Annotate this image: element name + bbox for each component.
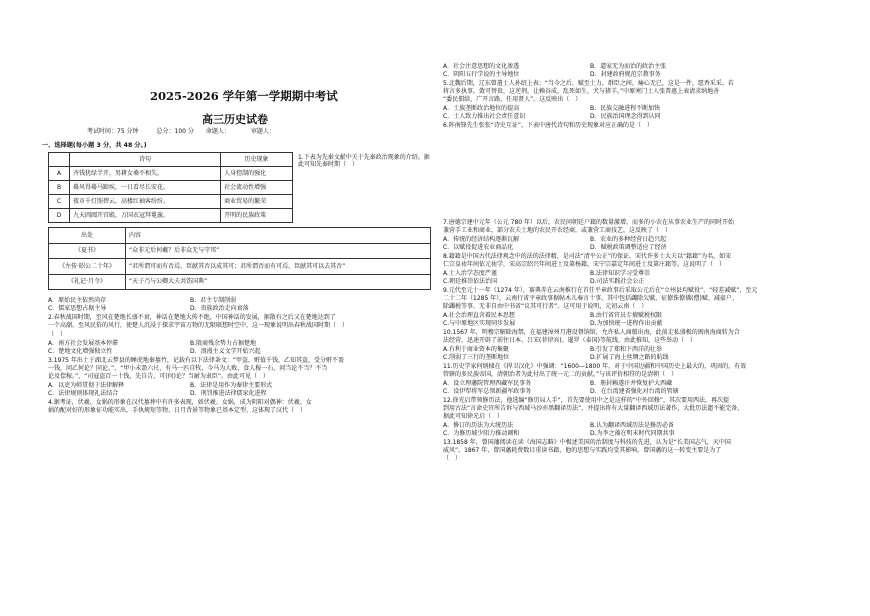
question-line: 2.春秋战国时期，至风在楚地长盛不衰，神话在楚地大传不绝，中国神话的发展，据散有之后又在楚地达到了 — [48, 314, 336, 321]
question-line: A．士族垄断政治地位的提高 — [443, 105, 520, 112]
table-header: 历史现象 — [221, 153, 293, 167]
question-line: C.削弱了三行的垄断地位 — [443, 354, 510, 361]
question-line: 11.历史学家何炳棣在《捍卫汉化》中强调：“1600—1800 年，对于中国边疆和中国历史上最大的，巩固的，有效 — [443, 363, 747, 370]
question-line: B．道家无为而治的政治主张 — [590, 63, 667, 70]
question-line: 法经营，迅速开辟了前往日本、吕宋(菲律宾)、暹罗（泰国)等航线，由此推知，这些举动（ ） — [443, 337, 697, 344]
question-line: D.司法实践社会公正 — [590, 278, 645, 285]
source-cell: 《夏书》 — [49, 243, 126, 259]
question-line: C．楚地文化增强独立性 — [48, 348, 113, 355]
question-line: 娲的配对好的形象征功能实出，手执规矩等物、日月背景等物象已基本定型，这体现了汉代（ ） — [48, 407, 307, 414]
question-line: 据此可知徐光启（ ） — [443, 413, 504, 420]
question-line: 7.唐德宗建中元年（公元 780 年）以后，农民问朝廷户籍的数量激增，而多的小农在从事农业生产的同时开始 — [443, 219, 734, 226]
table-header: 诗句 — [70, 153, 221, 167]
question-line: C．设伊犁将军总领新疆军政事务 — [443, 388, 532, 395]
question-line: （ ） — [443, 455, 462, 462]
question-line: A．传统的经济结构逐渐瓦解 — [443, 236, 520, 243]
question-line: “委民佃给，广开言路，任用贤人”。这反映出（ ） — [443, 96, 582, 103]
phenomenon-cell: 社会流动性增强 — [221, 181, 293, 195]
table-row — [49, 181, 293, 195]
content-cell: “君所谓可而有否焉，臣献其否以成其可；君所谓否而有可焉，臣献其可以去其否” — [126, 259, 431, 275]
page-title: 2025-2026 学年第一学期期中考试 — [150, 89, 338, 103]
poem-cell: 蓦风得蓦马蹄疾，一日看尽长安花。 — [70, 181, 221, 195]
poem-cell: 夜市千灯照碧云，高楼红袖客纷纷。 — [70, 195, 221, 209]
question-line: （ ） — [48, 331, 67, 338]
section-heading: 一、选择题(每小题 3 分，共 48 分。) — [42, 142, 147, 149]
question-line: B.认为翻译西域历法是修历必备 — [590, 422, 675, 429]
question-line: D．刑罚推进法律儒家化进程 — [190, 390, 267, 397]
table-row — [49, 243, 431, 259]
question-line: A．修订的历法为大统历法 — [443, 422, 514, 429]
question-line: C．儒家思想占据主导 — [48, 305, 107, 312]
question-line: B．法律是用作为秦律主要形式 — [190, 382, 273, 389]
right-column — [435, 0, 870, 616]
phenomenon-cell: 人身控制的强化 — [221, 167, 293, 181]
question-line: A．设立理藩院管理西藏军民事务 — [443, 380, 532, 387]
table-row — [49, 209, 293, 223]
page-subtitle: 高三历史试卷 — [202, 113, 268, 126]
question-line: A.士人治学态度严谨 — [443, 270, 497, 277]
question-line: D.为加快统一进程作出贡献 — [590, 320, 663, 327]
question-line: 将言多执事，敛可替贵，这逆荆，让赖谷成，乱死如生，犬与猪羊。”中原寒门士人张普惠上表请求纳地善 — [443, 88, 720, 95]
question-line: C.与中原地区实现同步发展 — [443, 320, 516, 327]
question-line: B．册封赖遂汗并恢复护大西藏 — [590, 380, 673, 387]
question-line: 3.1975 年出土于湖北云梦县的睡虎地秦墓竹，记载有以下法律条文：“甲盗，赃值千钱，乙知其盗，受分赃不盈 — [48, 357, 345, 364]
row-label: C — [49, 195, 70, 209]
question-1-stem: 1.下表为先秦文献中关于先秦政治现象的介绍。据此可知先秦时期（ ） — [298, 154, 430, 169]
question-line: B.由行省官员专擅赋税权限 — [590, 312, 663, 319]
question-line: D.扩展了海上丝绸之路的航线 — [590, 354, 669, 361]
table-row — [49, 259, 431, 275]
question-line: B．农业的多种经营日趋兴起 — [590, 236, 667, 243]
question-line: A．以吏为师贯彻于法律解释 — [48, 382, 125, 389]
question-line: 威风”。1867 年，曾国藩耗费数目重读书籍，他的思想与实践均受其影响。曾国藩的这一转变主要是为了 — [443, 447, 722, 454]
source-cell: 《礼记·月令》 — [49, 274, 126, 290]
table-header-row — [49, 228, 431, 244]
question-line: 10.1567 年，明穆宗解除海禁，在福建漳州月港设督饷馆，允许私人商船出海，此前走私盛极的闽南海商转为合 — [443, 329, 740, 336]
question-line: 除蠲税等事，无非自由中书省“议其可行者”。这可用于说明，元初云南（ ） — [443, 303, 648, 310]
question-line: 兼营手工业和商业，部分农夫士地的农民开农经商，或兼营工商技艺，这反映了（ ） — [443, 227, 672, 234]
question-line: D．浪漫主义文学开始兴起 — [190, 348, 261, 355]
sources-table — [48, 227, 431, 290]
question-line: 论及偿稼。”，“司寇盗百一十钱，先自告，可(何)论？当耐为隶臣”。由此可见（ ） — [48, 373, 270, 380]
question-line: B.法律知识学习受尊崇 — [590, 270, 651, 277]
question-line: 仁宗皇祐年间依元祐学，宋高宗绍兴年间进士及第杨籍，宋宁宗嘉定年间进士及第庄籍等。这说明了（ ） — [443, 261, 726, 268]
answer-space — [443, 132, 863, 214]
table-header: 内容 — [126, 228, 431, 244]
table-header: 出处 — [49, 228, 126, 244]
source-cell: 《左传·昭公二十年》 — [49, 259, 126, 275]
question-line: 6.阵南锋先生张张“诗史互证”。下表中唐代诗句和历史现象对应正确的是（ ） — [443, 122, 653, 129]
question-line: 4.据考证，伏羲、女娲的形象在汉代墓葬中有许多表现，如伏羲、女娲，成为阴阳对偶神：伏羲、女 — [48, 399, 312, 406]
table-row — [49, 195, 293, 209]
question-line: 9.元代至元十一年（1274 年），赛典赤在云南推行在首任平章政事后采取公元后在“立州县均赋役”、“轻差减赋”，至元 — [443, 287, 758, 294]
table-row — [49, 274, 431, 290]
content-cell: “天子乃与公卿大夫共饬国典” — [126, 274, 431, 290]
question-line: B．民族交融进程不断加快 — [590, 105, 661, 112]
question-line: A.社会治理直含着民本思想 — [443, 312, 515, 319]
question-line: B.殷商残余势力占据楚地 — [190, 340, 257, 347]
table-row — [49, 167, 293, 181]
question-line: D．在台湾建省强化对台湾的管辖 — [590, 388, 679, 395]
row-label: D — [49, 209, 70, 223]
question-line: 一钱，问乙何论？同论。”，“甲小未盈六尺，有马一匹自牧，今马为人败，食人稼一石，问当论不当？不当 — [48, 365, 328, 372]
poem-cell: 齐钱犹绿半开，男耕女桑不相失。 — [70, 167, 221, 181]
question-line: 管辖的多民族帝国，清朝治者为此付出了统一元二的贡献。”与该评价相符的是清朝（ ） — [443, 371, 678, 378]
exam-info: 考试时间：75 分钟 总分：100 分 命题人： 审题人： — [87, 128, 275, 135]
question-line: C．阴阳五行学说的主导地位 — [443, 71, 520, 78]
question-line: D．封建政府规范宗教事务 — [590, 71, 661, 78]
question-line: D．民族治国理念得到认同 — [590, 113, 661, 120]
question-line: 5.北魏后期，辽东曾遣士人孙绍上表：“当今之后，赋至土力，群臣之间，痛心无已，这是一件，愿香采采。若 — [443, 80, 734, 87]
question-1-table — [48, 152, 293, 223]
phenomenon-cell: 商业贸易的繁荣 — [221, 195, 293, 209]
question-line: C．以赋役促进农业商品化 — [443, 244, 514, 251]
question-line: C.朝廷推崇依法治国 — [443, 278, 498, 285]
question-line: A．社会注意思想的文化渗透 — [443, 63, 520, 70]
phenomenon-cell: 开明的民族政策 — [221, 209, 293, 223]
question-line: B.引发了郑和下西洋的壮举 — [590, 346, 663, 353]
question-line: 到用古法“言命史官所告诉与西域马沙亦黑翻译历法”，并提出将有大量翻译西域历法著作，大批历法遗不能完备， — [443, 405, 744, 412]
question-line: A．原始民主依然尚存 — [48, 297, 107, 304]
question-line: 二十二年（1285 年），云南行省平章政事据帖木儿奏言十事，其中包括蠲除欠赋，征僚侏僚佛(僧)赋、减豪户、 — [443, 295, 738, 302]
question-line: B．君主专制削弱 — [190, 297, 237, 304]
row-label: B — [49, 181, 70, 195]
question-line: 一个高潮。至风民俗的风行，使楚人沉浸于探求宇宙万物的无限联想时空中，这一现象说明出春秋战国时期（ ） — [48, 322, 349, 329]
question-line: 12.徐光启带领修历法，他选编“修历局人手”，首先要使用中之是这样的“中外回修”，其次要用西法，再次提 — [443, 397, 729, 404]
question-line: C．为修历域少阻力推动调和 — [443, 430, 520, 437]
question-line: A．南方社会发展基本停滞 — [48, 340, 119, 347]
poem-cell: 九天阊阖开宫殿，万国衣冠拜冕旒。 — [70, 209, 221, 223]
question-line: D.为李之藻在明末时代同期共事 — [590, 430, 675, 437]
row-label: A — [49, 167, 70, 181]
question-line: D．贵族政治走向衰落 — [190, 305, 249, 312]
content-cell: “众非元后何戴？后非众无与守邦” — [126, 243, 431, 259]
question-line: C．法律规则体现礼法结合 — [48, 390, 119, 397]
table-header-row — [49, 153, 293, 167]
question-line: A.有利于商业资本的集聚 — [443, 346, 509, 353]
question-line: C．士人致力推出社会责任意识 — [443, 113, 526, 120]
question-line: 8.籍籍是中国古代法律观念中的法的法律精，是司法“清平公正”的保证。宋代许多士大夫以“籍籍”为名，如宋 — [443, 253, 732, 260]
question-line: 13.1858 年，曾国藩阅读在读《海国志略》中极述美国的治制度与科技的先进，认为是“长美国志气，灭中国 — [443, 439, 731, 446]
question-line: D．赋税政策调整适应了经济 — [590, 244, 667, 251]
